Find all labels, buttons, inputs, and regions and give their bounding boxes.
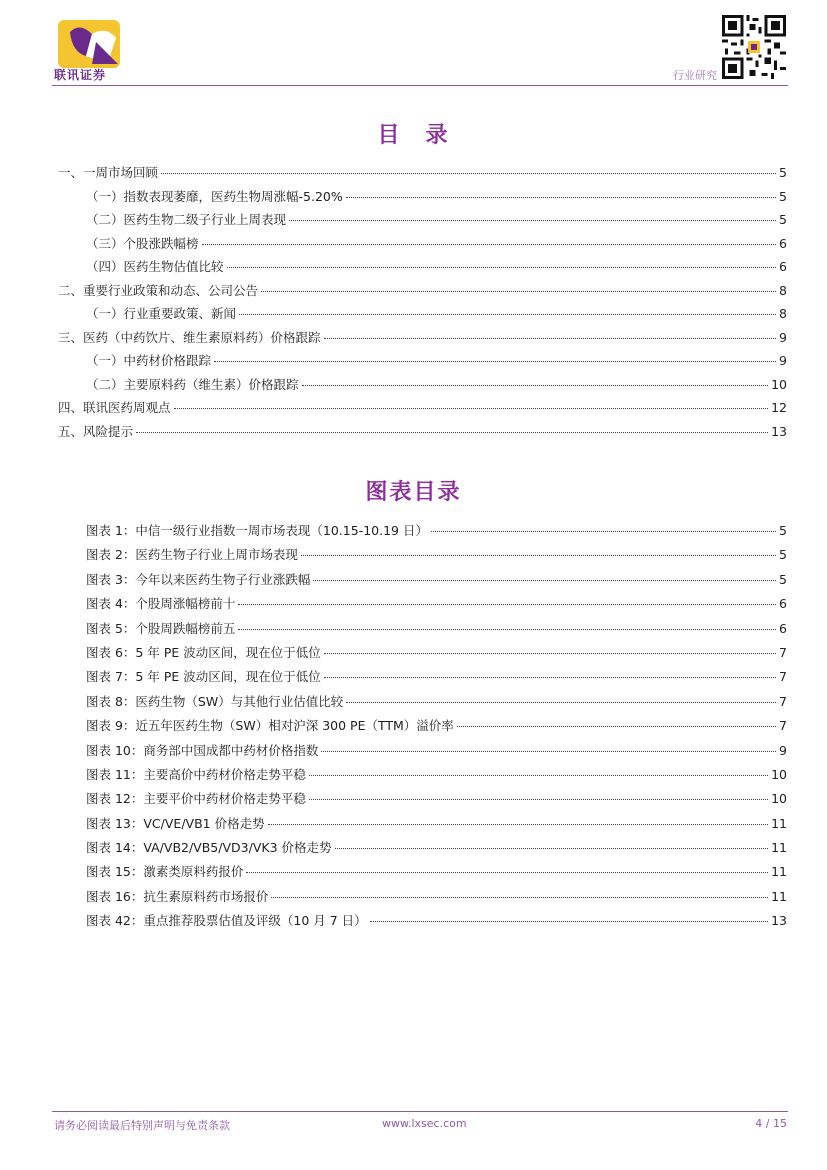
dot-leader bbox=[261, 291, 776, 292]
entry-page-number: 11 bbox=[771, 815, 787, 831]
dot-leader bbox=[321, 751, 776, 752]
dot-leader bbox=[161, 173, 776, 174]
dot-leader bbox=[238, 604, 776, 605]
dot-leader bbox=[324, 653, 776, 654]
logo-text: 联讯证券 bbox=[54, 68, 107, 82]
entry-page-number: 5 bbox=[779, 212, 787, 227]
toc-entry[interactable] bbox=[58, 422, 787, 446]
entry-label: 图表 4：个股周涨幅榜前十 bbox=[86, 596, 236, 612]
entry-label: （四）医药生物估值比较 bbox=[86, 259, 224, 274]
dot-leader bbox=[302, 385, 769, 386]
entry-label: 图表 5：个股周跌幅榜前五 bbox=[86, 620, 236, 636]
dot-leader bbox=[346, 197, 776, 198]
dot-leader bbox=[239, 314, 776, 315]
entry-page-number: 5 bbox=[779, 571, 787, 587]
entry-label: （一）指数表现萎靡，医药生物周涨幅-5.20% bbox=[86, 188, 343, 204]
toc-entry[interactable] bbox=[58, 398, 787, 422]
figure-entry[interactable] bbox=[58, 838, 787, 862]
footer-disclaimer: 请务必阅读最后特别声明与免责条款 bbox=[54, 1119, 230, 1132]
toc-entry[interactable] bbox=[58, 304, 787, 328]
entry-page-number: 8 bbox=[779, 306, 787, 321]
toc-entry[interactable] bbox=[58, 257, 787, 281]
entry-page-number: 6 bbox=[779, 596, 787, 612]
figure-entry[interactable] bbox=[58, 545, 787, 569]
dot-leader bbox=[370, 921, 768, 922]
dot-leader bbox=[227, 267, 777, 268]
figures-list bbox=[58, 521, 787, 936]
entry-label: 二、重要行业政策和动态、公司公告 bbox=[58, 282, 259, 298]
figure-entry[interactable] bbox=[58, 789, 787, 813]
entry-label: （一）行业重要政策、新闻 bbox=[86, 306, 237, 321]
entry-label: （三）个股涨跌幅榜 bbox=[86, 235, 199, 251]
entry-label: 图表 16：抗生素原料药市场报价 bbox=[86, 888, 269, 904]
page-header bbox=[0, 0, 827, 90]
figures-title: 图表目录 bbox=[365, 480, 462, 505]
figure-entry[interactable] bbox=[58, 741, 787, 765]
toc-entry[interactable] bbox=[58, 328, 787, 352]
figure-entry[interactable] bbox=[58, 814, 787, 838]
entry-page-number: 5 bbox=[779, 188, 787, 204]
entry-label: 图表 14：VA/VB2/VB5/VD3/VK3 价格走势 bbox=[86, 840, 332, 856]
entry-label: （二）医药生物二级子行业上周表现 bbox=[86, 212, 287, 227]
dot-leader bbox=[309, 799, 768, 800]
header-label: 行业研究 bbox=[673, 69, 717, 82]
dot-leader bbox=[457, 726, 776, 727]
entry-page-number: 5 bbox=[779, 547, 787, 563]
toc-entry[interactable] bbox=[58, 281, 787, 305]
entry-page-number: 7 bbox=[779, 693, 787, 709]
entry-page-number: 7 bbox=[779, 718, 787, 734]
footer-page-number: 4 / 15 bbox=[755, 1117, 787, 1130]
entry-page-number: 5 bbox=[779, 165, 787, 180]
dot-leader bbox=[301, 555, 776, 556]
figure-entry[interactable] bbox=[58, 862, 787, 886]
entry-label: 图表 9：近五年医药生物（SW）相对沪深 300 PE（TTM）溢价率 bbox=[86, 718, 454, 734]
entry-page-number: 10 bbox=[771, 791, 787, 807]
figure-entry[interactable] bbox=[58, 716, 787, 740]
entry-page-number: 5 bbox=[779, 523, 787, 538]
dot-leader bbox=[238, 629, 776, 630]
toc-title: 目 录 bbox=[377, 123, 450, 148]
dot-leader bbox=[271, 897, 768, 898]
entry-label: （二）主要原料药（维生素）价格跟踪 bbox=[86, 376, 299, 392]
footer-website[interactable]: www.lxsec.com bbox=[382, 1117, 467, 1130]
toc-list bbox=[58, 163, 787, 445]
dot-leader bbox=[174, 408, 769, 409]
entry-label: 图表 11：主要高价中药材价格走势平稳 bbox=[86, 766, 306, 782]
figure-entry[interactable] bbox=[58, 692, 787, 716]
entry-label: 图表 13：VC/VE/VB1 价格走势 bbox=[86, 815, 265, 831]
entry-page-number: 10 bbox=[771, 376, 787, 392]
figure-entry[interactable] bbox=[58, 643, 787, 667]
entry-label: 一、一周市场回顾 bbox=[58, 165, 159, 180]
entry-label: 五、风险提示 bbox=[58, 423, 134, 439]
dot-leader bbox=[289, 220, 776, 221]
entry-label: 图表 12：主要平价中药材价格走势平稳 bbox=[86, 791, 306, 807]
dot-leader bbox=[324, 677, 776, 678]
dot-leader bbox=[431, 531, 776, 532]
entry-label: 四、联讯医药周观点 bbox=[58, 400, 171, 415]
entry-page-number: 11 bbox=[771, 864, 787, 880]
entry-page-number: 13 bbox=[771, 913, 787, 929]
entry-page-number: 6 bbox=[779, 235, 787, 251]
dot-leader bbox=[268, 824, 769, 825]
figure-entry[interactable] bbox=[58, 765, 787, 789]
entry-page-number: 9 bbox=[779, 329, 787, 345]
toc-entry[interactable] bbox=[58, 234, 787, 258]
entry-page-number: 9 bbox=[779, 353, 787, 368]
dot-leader bbox=[246, 872, 768, 873]
entry-label: 图表 15：激素类原料药报价 bbox=[86, 864, 244, 880]
toc-entry[interactable] bbox=[58, 375, 787, 399]
toc-entry[interactable] bbox=[58, 163, 787, 187]
entry-label: 图表 7：5 年 PE 波动区间，现在位于低位 bbox=[86, 669, 321, 685]
dot-leader bbox=[136, 432, 768, 433]
dot-leader bbox=[335, 848, 769, 849]
entry-page-number: 11 bbox=[771, 888, 787, 904]
dot-leader bbox=[313, 580, 776, 581]
dot-leader bbox=[324, 338, 777, 339]
entry-label: 三、医药（中药饮片、维生素原料药）价格跟踪 bbox=[58, 329, 321, 345]
entry-page-number: 7 bbox=[779, 669, 787, 685]
entry-page-number: 8 bbox=[779, 282, 787, 298]
entry-page-number: 6 bbox=[779, 259, 787, 274]
figure-entry[interactable] bbox=[58, 570, 787, 594]
entry-page-number: 12 bbox=[771, 400, 787, 415]
figure-entry[interactable] bbox=[58, 521, 787, 545]
entry-label: 图表 3：今年以来医药生物子行业涨跌幅 bbox=[86, 571, 311, 587]
entry-label: 图表 8：医药生物（SW）与其他行业估值比较 bbox=[86, 693, 344, 709]
entry-label: （一）中药材价格跟踪 bbox=[86, 353, 212, 368]
entry-page-number: 13 bbox=[771, 423, 787, 439]
entry-page-number: 6 bbox=[779, 620, 787, 636]
entry-label: 图表 1：中信一级行业指数一周市场表现（10.15-10.19 日） bbox=[86, 523, 428, 538]
entry-page-number: 11 bbox=[771, 840, 787, 856]
figure-entry[interactable] bbox=[58, 667, 787, 691]
qr-code-icon bbox=[722, 15, 786, 79]
figure-entry[interactable] bbox=[58, 911, 787, 935]
entry-page-number: 9 bbox=[779, 742, 787, 758]
entry-label: 图表 2：医药生物子行业上周市场表现 bbox=[86, 547, 298, 563]
entry-label: 图表 42：重点推荐股票估值及评级（10 月 7 日） bbox=[86, 913, 367, 929]
entry-page-number: 10 bbox=[771, 766, 787, 782]
figure-entry[interactable] bbox=[58, 594, 787, 618]
footer-divider bbox=[52, 1111, 788, 1112]
entry-page-number: 7 bbox=[779, 644, 787, 660]
entry-label: 图表 10：商务部中国成都中药材价格指数 bbox=[86, 742, 319, 758]
figure-entry[interactable] bbox=[58, 619, 787, 643]
dot-leader bbox=[202, 244, 777, 245]
toc-entry[interactable] bbox=[58, 351, 787, 375]
dot-leader bbox=[346, 702, 776, 703]
entry-label: 图表 6：5 年 PE 波动区间，现在位于低位 bbox=[86, 644, 321, 660]
header-divider bbox=[52, 85, 788, 86]
dot-leader bbox=[214, 361, 776, 362]
dot-leader bbox=[309, 775, 768, 776]
figure-entry[interactable] bbox=[58, 887, 787, 911]
toc-entry[interactable] bbox=[58, 187, 787, 211]
toc-entry[interactable] bbox=[58, 210, 787, 234]
